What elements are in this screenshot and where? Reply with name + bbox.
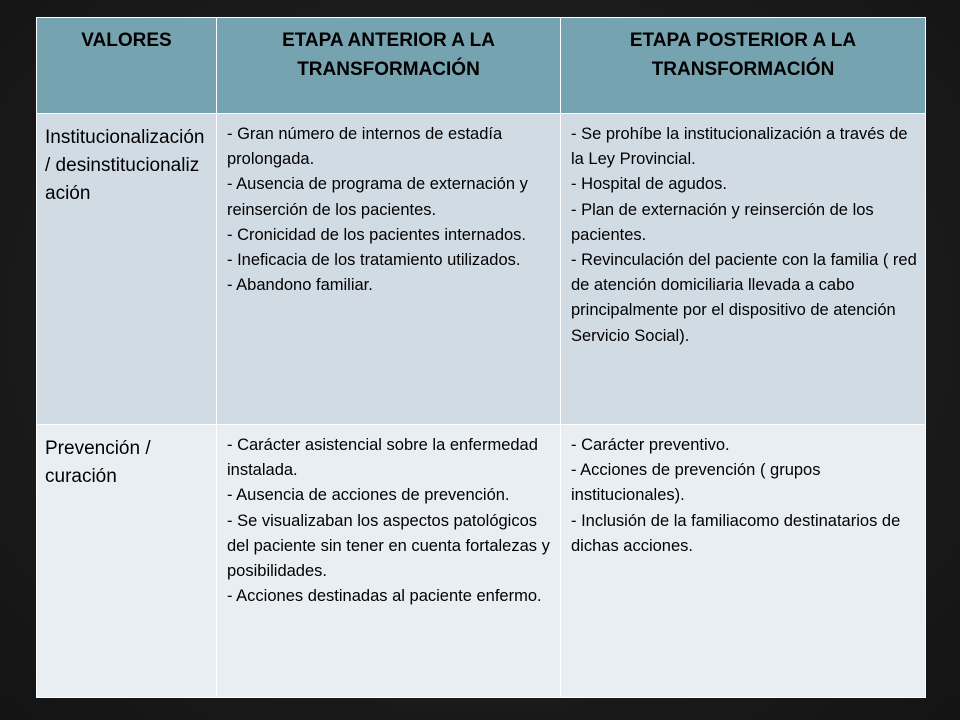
list-item: - Se visualizaban los aspectos patológicos del paciente sin tener en cuenta fortalezas y posibilidades. <box>227 511 550 581</box>
list-item: - Carácter asistencial sobre la enfermedad instalada. <box>227 436 538 480</box>
table-row <box>37 425 926 698</box>
list-item: - Ineficacia de los tratamiento utilizados. <box>227 251 521 270</box>
list-item: - Inclusión de la familiacomo destinatarios de dichas acciones. <box>571 511 901 555</box>
list-item: - Cronicidad de los pacientes internados. <box>227 225 527 244</box>
posterior-cell <box>561 425 926 698</box>
list-item: - Se prohíbe la institucionalización a través de la Ley Provincial. <box>571 125 908 169</box>
list-item: - Acciones de prevención ( grupos institucionales). <box>571 461 821 505</box>
header-etapa-anterior: ETAPA ANTERIOR A LA TRANSFORMACIÓN <box>217 18 561 114</box>
valor-cell: Institucionalización / desinstitucionalización <box>37 114 217 425</box>
list-item: - Plan de externación y reinserción de los pacientes. <box>571 200 874 244</box>
posterior-cell <box>561 114 926 425</box>
valor-cell: Prevención / curación <box>37 425 217 698</box>
header-etapa-posterior: ETAPA POSTERIOR A LA TRANSFORMACIÓN <box>561 18 926 114</box>
header-valores: VALORES <box>37 18 217 114</box>
table-row <box>37 114 926 425</box>
table-header-row <box>37 18 926 114</box>
list-item: - Gran número de internos de estadía prolongada. <box>227 125 503 169</box>
anterior-cell <box>217 425 561 698</box>
list-item: - Acciones destinadas al paciente enfermo. <box>227 587 542 606</box>
list-item: - Ausencia de programa de externación y reinserción de los pacientes. <box>227 175 528 219</box>
list-item: - Revinculación del paciente con la familia ( red de atención domiciliaria llevada a cabo principalmente por el dispositivo de atención Servicio Social). <box>571 251 917 345</box>
list-item: - Carácter preventivo. <box>571 436 730 454</box>
list-item: - Hospital de agudos. <box>571 175 727 194</box>
comparison-table <box>36 17 926 698</box>
list-item: - Ausencia de acciones de prevención. <box>227 486 510 505</box>
anterior-cell <box>217 114 561 425</box>
list-item: - Abandono familiar. <box>227 276 373 295</box>
